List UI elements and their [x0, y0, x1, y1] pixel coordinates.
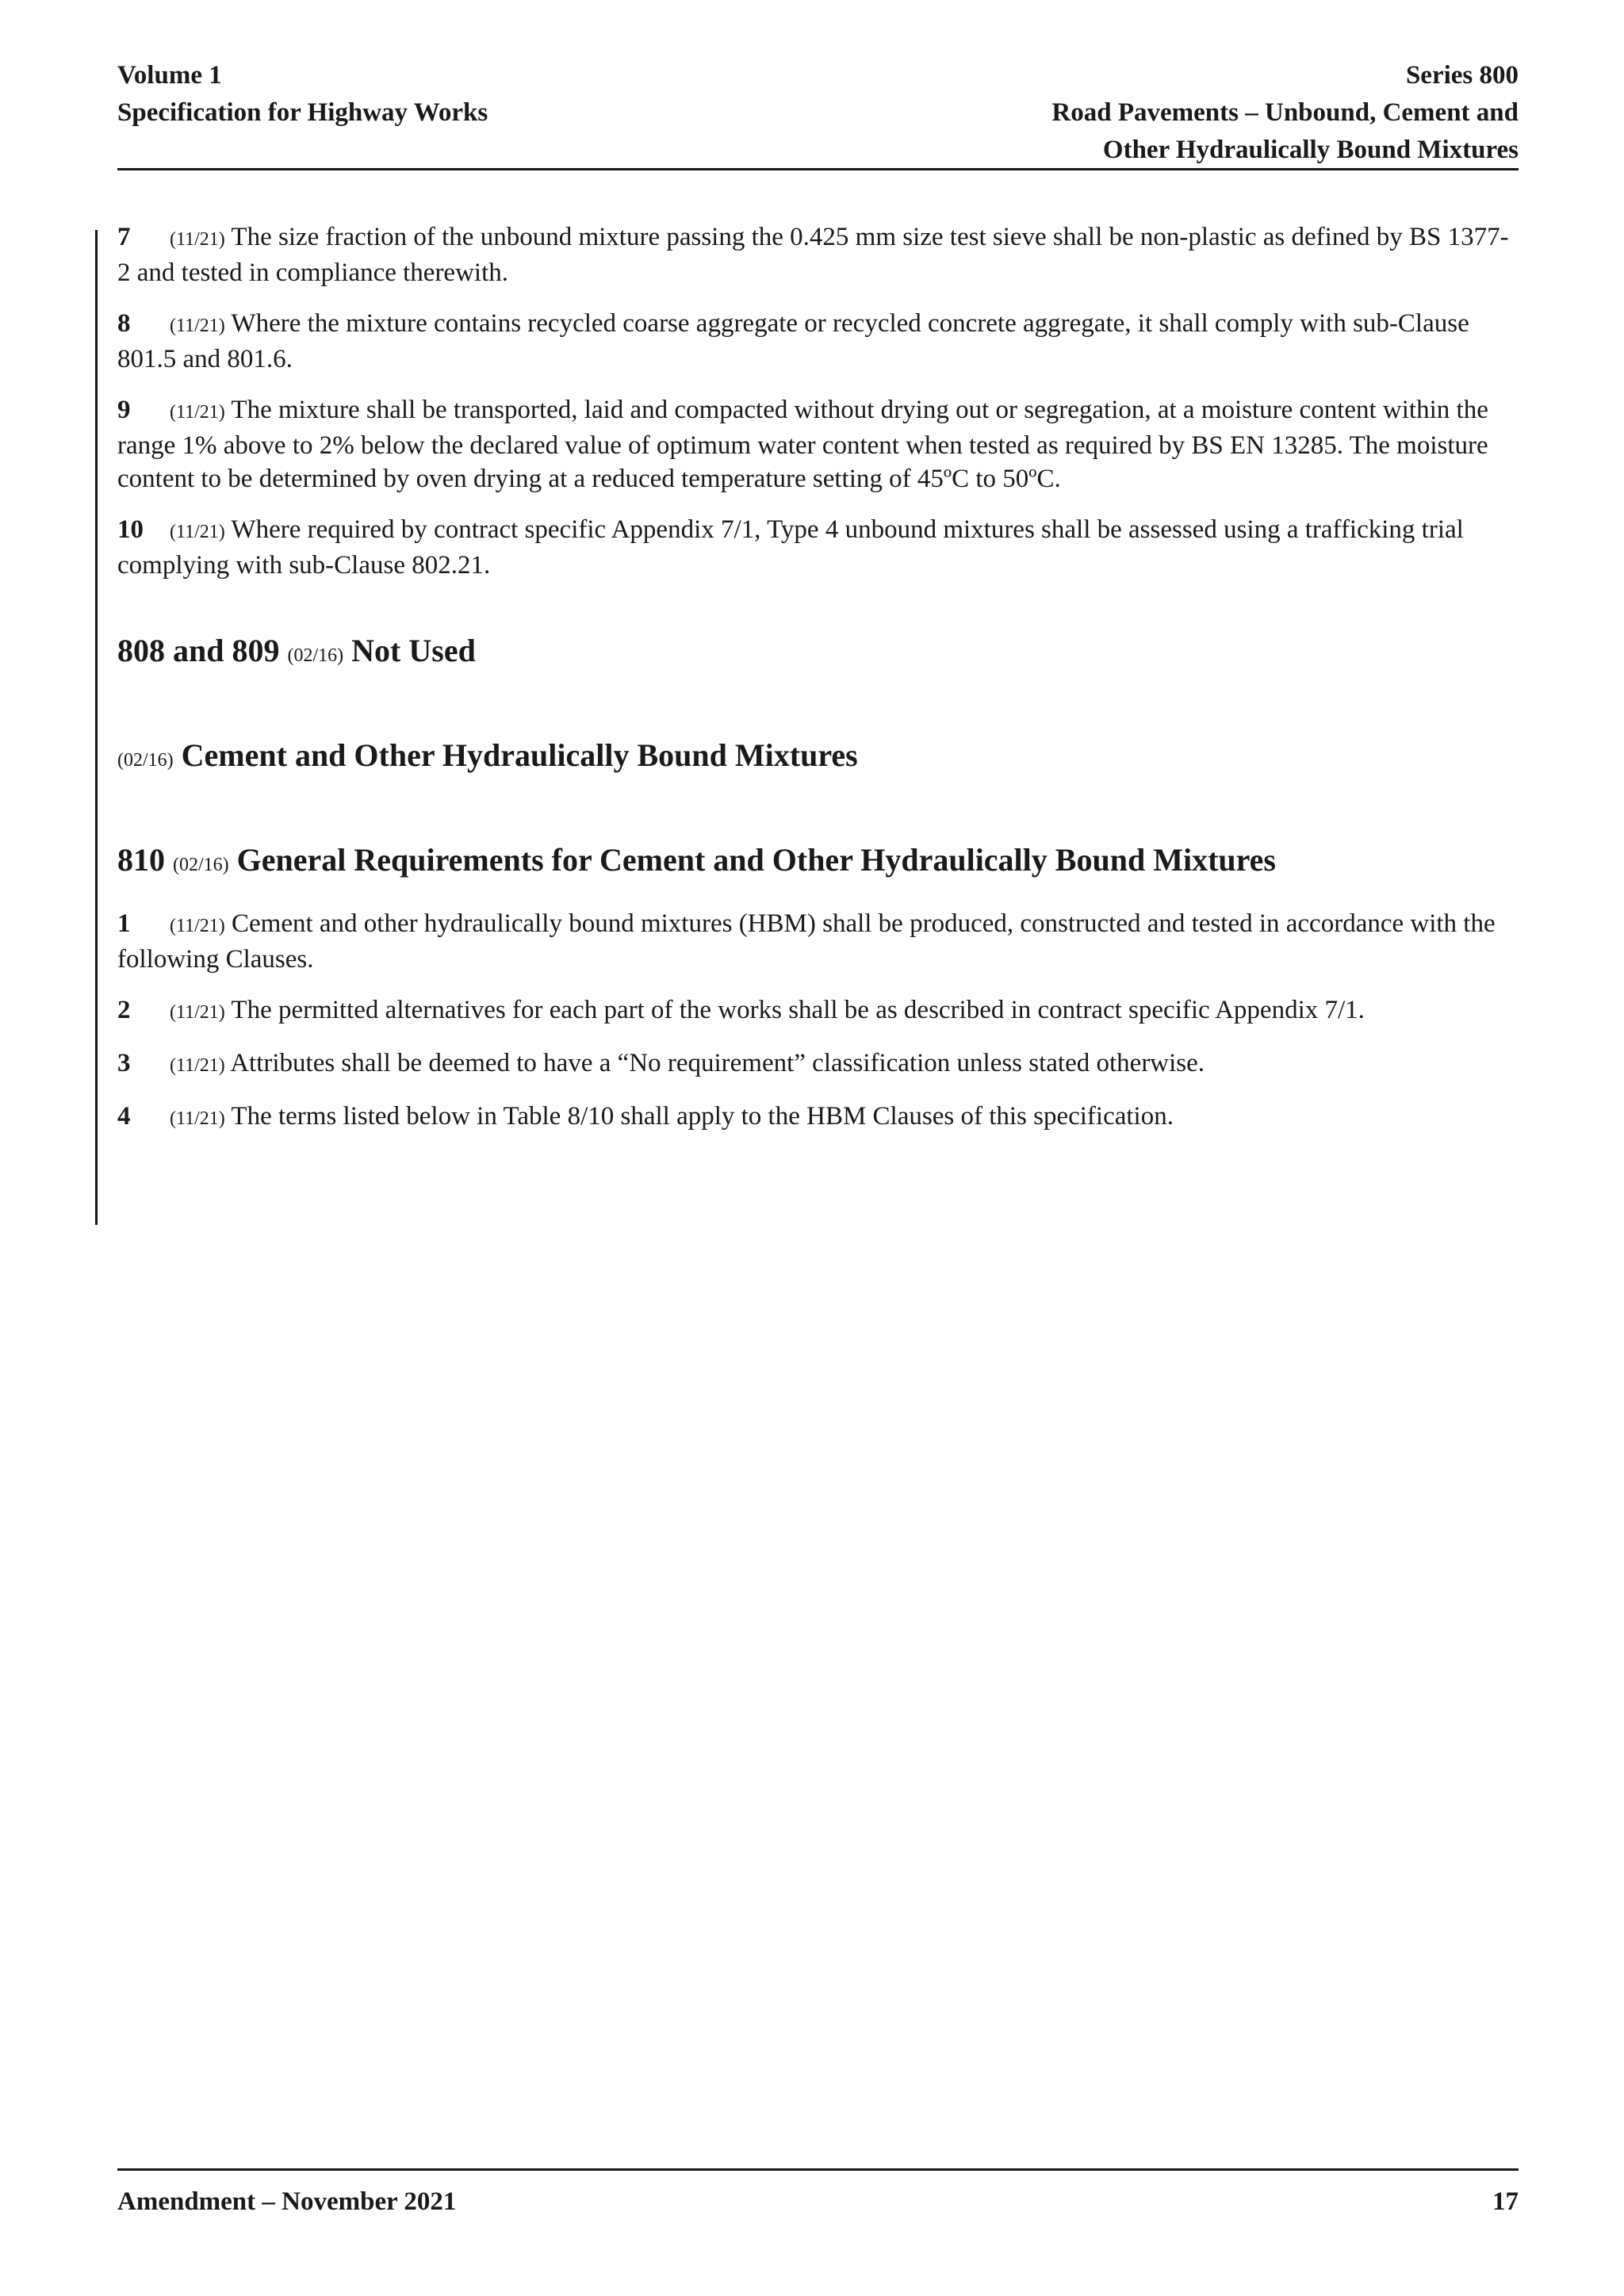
clause-list-unbound: [117, 220, 1519, 582]
clause-text: Attributes shall be deemed to have a “No requirement” classification unless stated otherwise.: [224, 1049, 1205, 1077]
clause: [117, 393, 1519, 496]
section-heading-cement: [117, 736, 1519, 780]
heading-number: 810: [117, 842, 165, 878]
section-heading-808-809: [117, 631, 1519, 675]
clause-text: The permitted alternatives for each part of the works shall be as described in contract specific Appendix 7/1.: [224, 996, 1365, 1024]
clause-text: The size fraction of the unbound mixture passing the 0.425 mm size test sieve shall be non-plastic as defined by BS 1377-2 and tested in compliance therewith.: [117, 223, 1509, 287]
heading-number: 808 and 809: [117, 633, 280, 668]
clause-text: Where required by contract specific Appendix 7/1, Type 4 unbound mixtures shall be assessed using a trafficking trial complying with sub-Clause 802.21.: [117, 515, 1464, 580]
header-title-line-1: Road Pavements – Unbound, Cement and: [1051, 98, 1519, 127]
amendment-tag: (11/21): [170, 522, 225, 542]
header-volume-line: Volume 1: [117, 61, 222, 90]
amendment-tag: (02/16): [287, 645, 344, 666]
clause-text: The terms listed below in Table 8/10 shall apply to the HBM Clauses of this specification.: [224, 1102, 1174, 1131]
change-bar: [95, 230, 98, 1225]
amendment-tag: (02/16): [117, 750, 174, 771]
heading-title: Not Used: [351, 633, 476, 668]
amendment-tag: (11/21): [170, 229, 225, 250]
header-series: [1051, 57, 1519, 169]
document-body: [117, 220, 1519, 1153]
clause: [117, 1047, 1519, 1082]
header-specification-line: Specification for Highway Works: [117, 98, 488, 127]
clause-number: 8: [117, 309, 131, 338]
amendment-tag: (02/16): [173, 855, 229, 875]
clause-number: 10: [117, 515, 144, 544]
clause: [117, 220, 1519, 289]
heading-title: Cement and Other Hydraulically Bound Mixtures: [181, 737, 858, 773]
clause: [117, 907, 1519, 976]
amendment-tag: (11/21): [170, 916, 225, 936]
heading-title: General Requirements for Cement and Other Hydraulically Bound Mixtures: [236, 842, 1276, 878]
clause-number: 1: [117, 909, 131, 938]
clause-number: 4: [117, 1102, 131, 1131]
clause-text: Cement and other hydraulically bound mixtures (HBM) shall be produced, constructed and tested in accordance with the following Clauses.: [117, 909, 1496, 974]
amendment-tag: (11/21): [170, 1002, 225, 1023]
amendment-tag: (11/21): [170, 1108, 225, 1129]
clause: [117, 513, 1519, 582]
clause-number: 9: [117, 396, 131, 424]
header-rule: [117, 168, 1519, 170]
clause-number: 7: [117, 223, 131, 251]
clause-text: The mixture shall be transported, laid and compacted without drying out or segregation, at a moisture content within the range 1% above to 2% below the declared value of optimum water content when tested as required by BS EN 13285. The moisture content to be determined by oven drying at a reduced temperature setting of 45ºC to 50ºC.: [117, 396, 1488, 493]
footer-amendment: Amendment – November 2021: [117, 2187, 457, 2216]
clause-text: Where the mixture contains recycled coarse aggregate or recycled concrete aggregate, it shall comply with sub-Clause 801.5 and 801.6.: [117, 309, 1469, 373]
page-number: 17: [1492, 2187, 1519, 2216]
clause-number: 2: [117, 996, 131, 1024]
clause: [117, 1100, 1519, 1135]
amendment-tag: (11/21): [170, 316, 225, 336]
footer-rule: [117, 2168, 1519, 2171]
amendment-tag: (11/21): [170, 1055, 225, 1076]
section-heading-810: [117, 840, 1519, 885]
clause: [117, 307, 1519, 376]
header-volume: [117, 57, 488, 132]
header-series-line: Series 800: [1405, 61, 1519, 90]
clause: [117, 993, 1519, 1029]
amendment-tag: (11/21): [170, 402, 225, 423]
clause-list-810: [117, 907, 1519, 1135]
header-title-line-2: Other Hydraulically Bound Mixtures: [1102, 136, 1519, 164]
clause-number: 3: [117, 1049, 131, 1077]
